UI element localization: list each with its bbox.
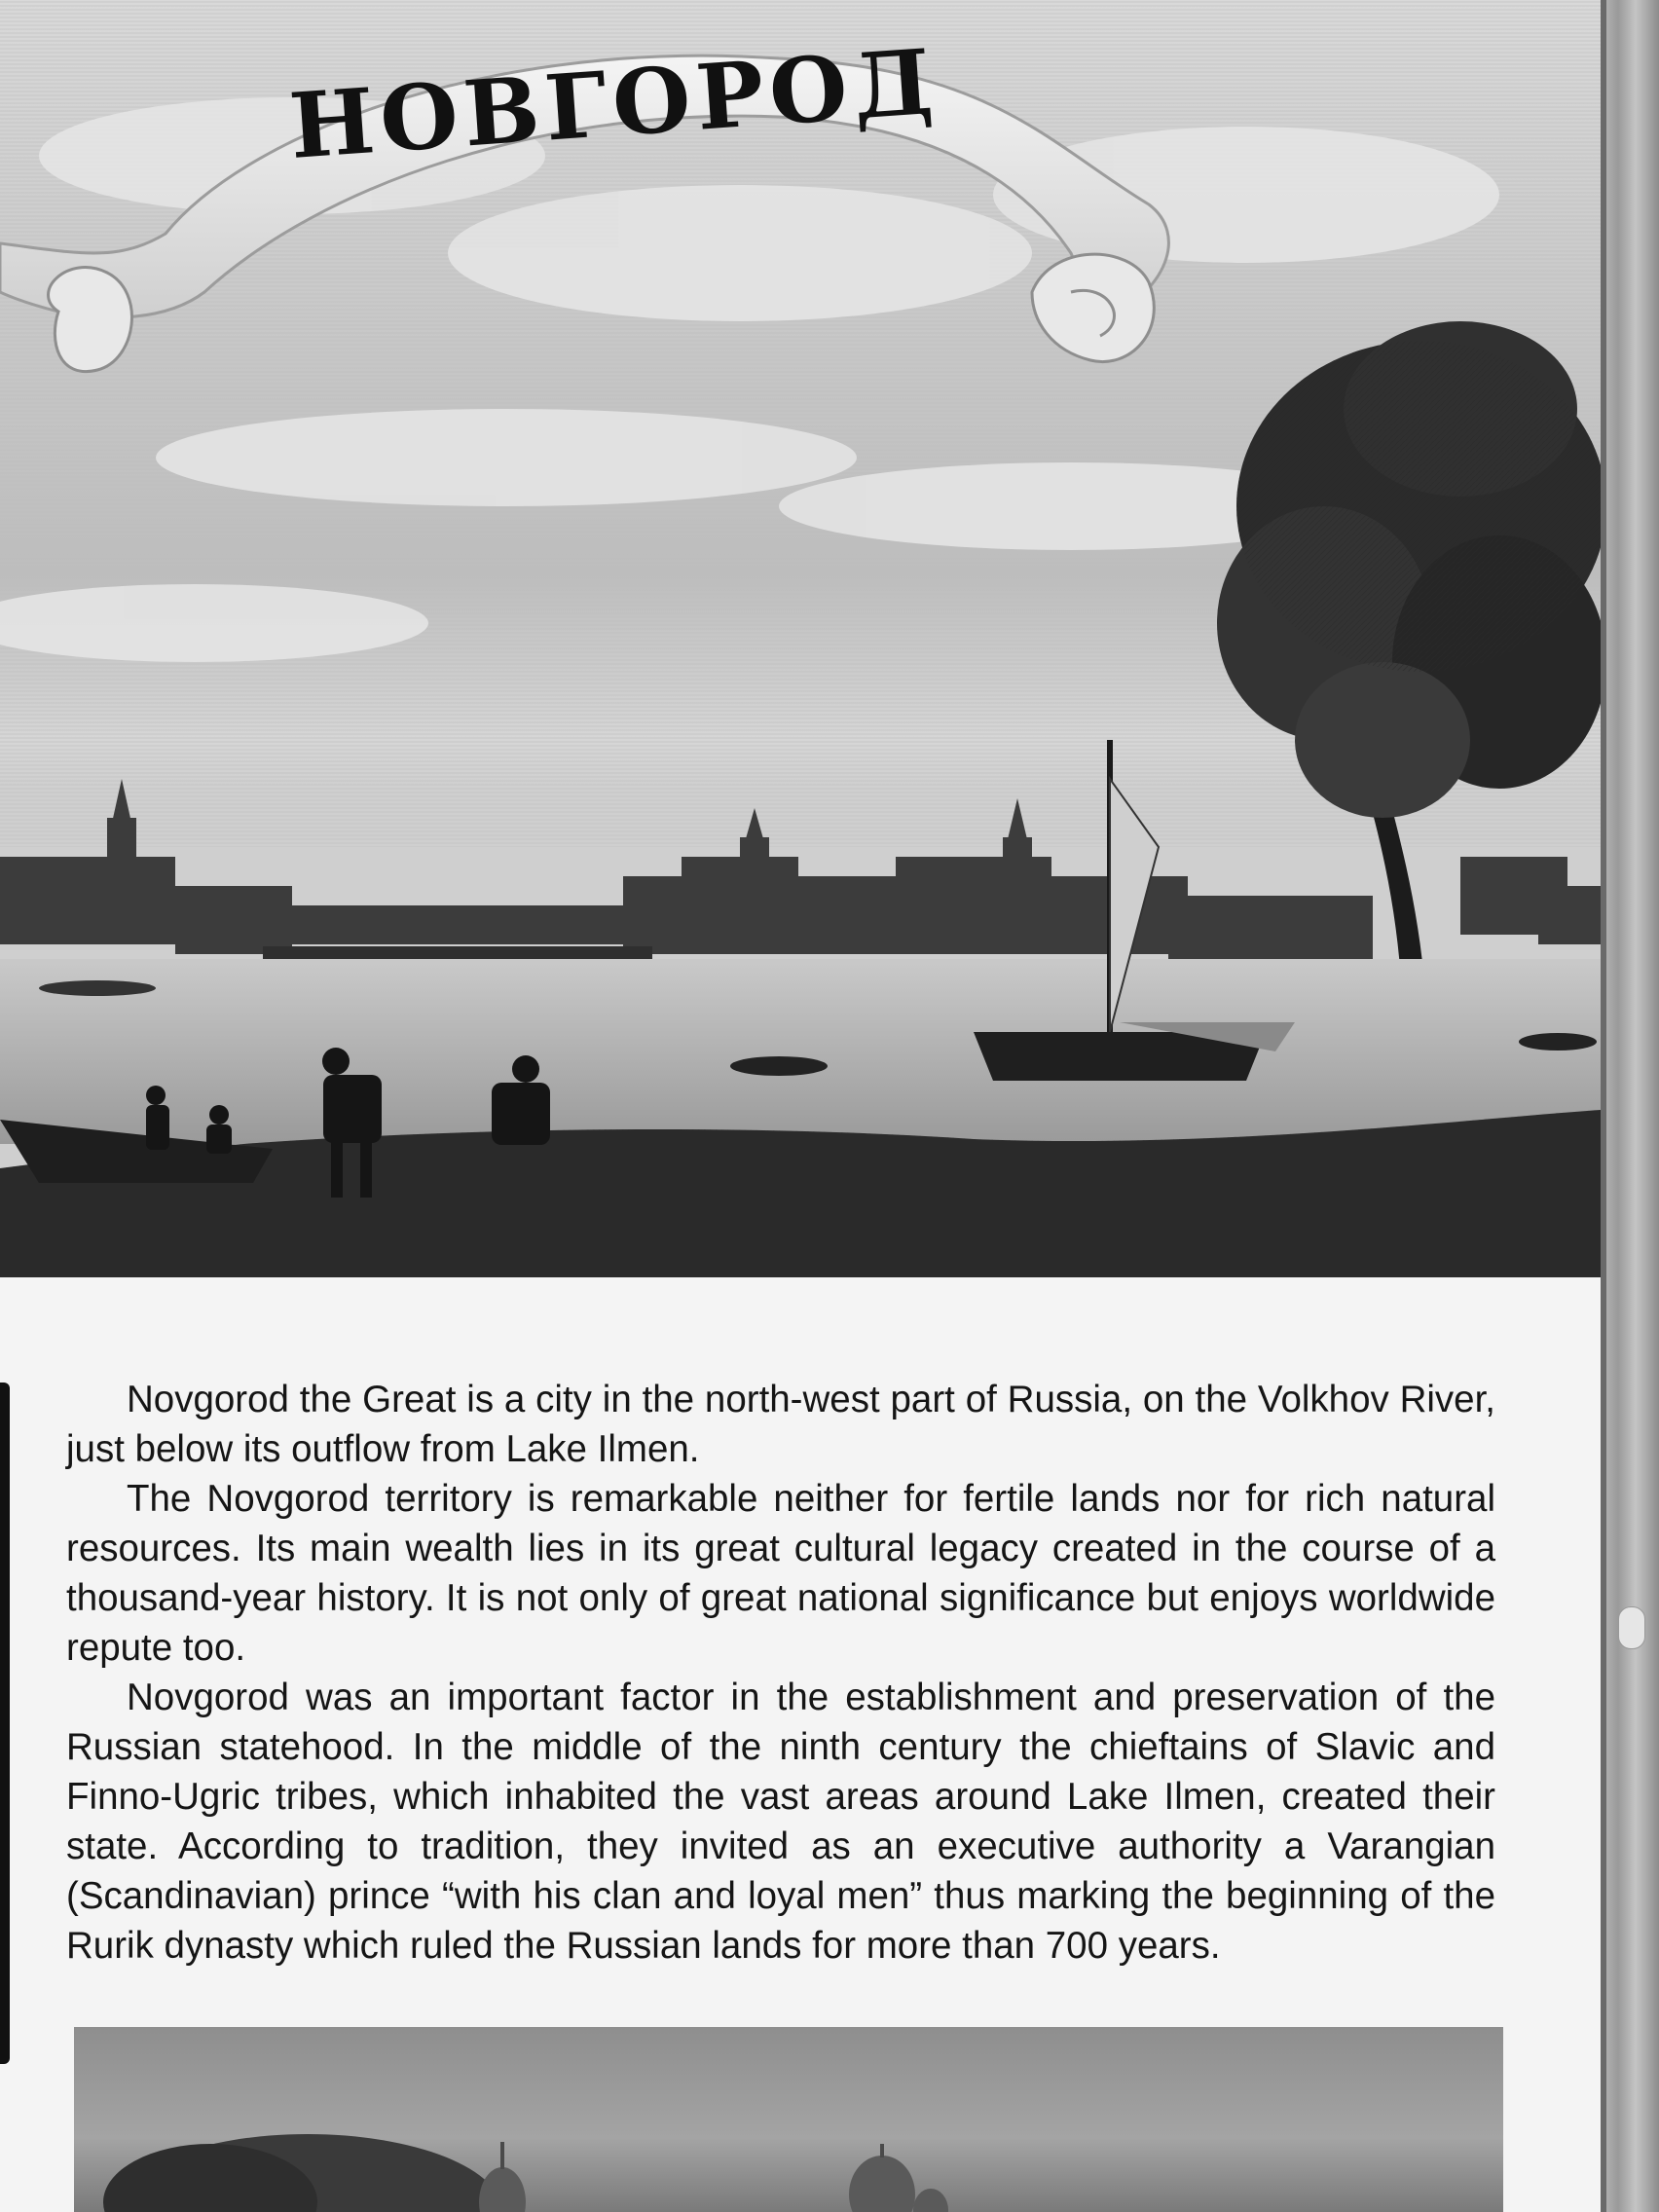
mounting-pin xyxy=(1618,1606,1645,1649)
river xyxy=(0,959,1601,1144)
article-paragraph: Novgorod was an important factor in the establishment and preservation of the Russian statehood. In the middle of the ninth century the chieftains of Slavic and Finno-Ugric tribes, which inhabited the vast areas around Lake Ilmen, created their state. According to tradition, they invited as an executive authority a Varangian (Scandinavian) prince “with his clan and loyal men” thus marking the beginning of the Rurik dynasty which ruled the Russian lands for more than 700 years. xyxy=(66,1677,1495,1967)
article-paragraph: The Novgorod territory is remarkable neither for fertile lands nor for rich natural resources. Its main wealth lies in its great cultural legacy created in the course of a thousand-year history. It is not only of great national significance but enjoys worldwide repute too. xyxy=(66,1478,1495,1669)
board-frame-edge xyxy=(1601,0,1659,2212)
small-boat xyxy=(730,1056,828,1076)
article-paragraph: Novgorod the Great is a city in the north-west part of Russia, on the Volkhov River, just below its outflow from Lake Ilmen. xyxy=(66,1379,1495,1470)
bottom-photo xyxy=(74,2027,1503,2212)
cathedral-photo-svg xyxy=(74,2027,1503,2212)
page-title: НОВГОРОД xyxy=(286,28,942,179)
article-body xyxy=(66,1375,1495,1971)
small-boat xyxy=(39,980,156,996)
cathedral-domes xyxy=(479,2142,948,2212)
small-boat xyxy=(1519,1033,1597,1051)
left-decorative-bar xyxy=(0,1382,10,2064)
bridge xyxy=(263,946,652,960)
